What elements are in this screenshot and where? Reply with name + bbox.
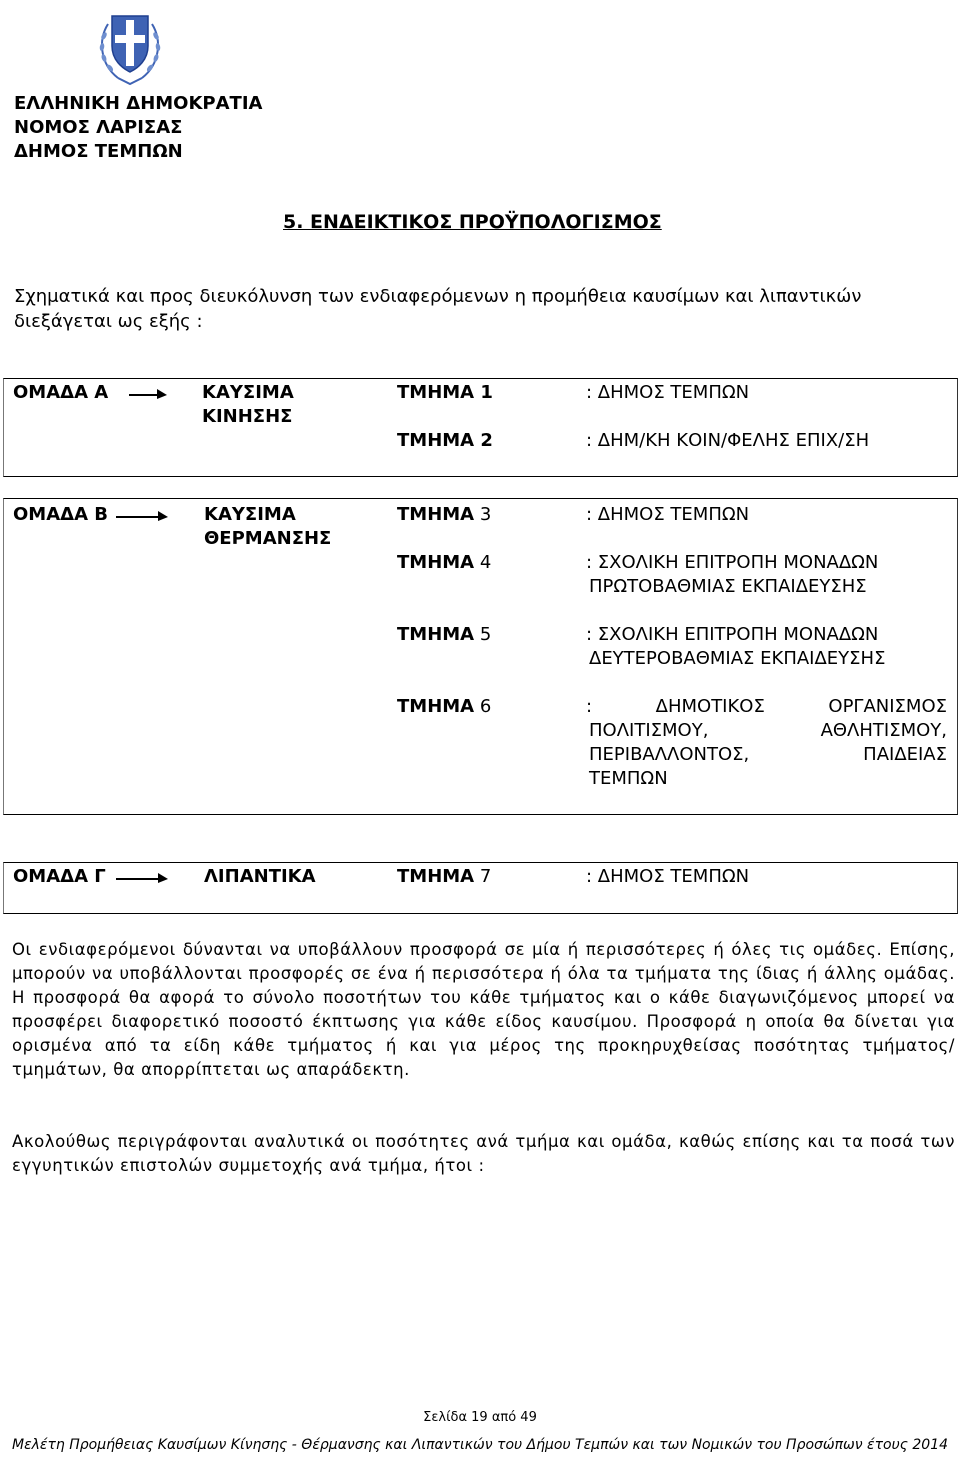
section-5-desc-line2: ΔΕΥΤΕΡΟΒΑΘΜΙΑΣ ΕΚΠΑΙΔΕΥΣΗΣ — [589, 648, 886, 669]
body-paragraph-2: Ακολούθως περιγράφονται αναλυτικά οι ποσότητες ανά τμήμα και ομάδα, καθώς επίσης και τα ποσά των εγγυητικών επιστολών συμμετοχής ανά τμήμα, ήτοι : — [12, 1132, 955, 1175]
section-2-desc: : ΔΗΜ/ΚΗ ΚΟΙΝ/ΦΕΛΗΣ ΕΠΙΧ/ΣΗ — [586, 430, 870, 451]
arrow-right-icon — [116, 509, 170, 523]
word: ΠΑΙΔΕΙΑΣ — [863, 744, 947, 765]
section-5-label — [397, 623, 491, 647]
section-1-desc: : ΔΗΜΟΣ ΤΕΜΠΩΝ — [586, 382, 750, 403]
word: ΠΟΛΙΤΙΣΜΟΥ, — [589, 720, 709, 741]
section-7-label — [397, 865, 491, 889]
section-6-desc-line3 — [589, 743, 947, 767]
header-country: ΕΛΛΗΝΙΚΗ ΔΗΜΟΚΡΑΤΙΑ — [14, 93, 263, 114]
colon: : — [586, 696, 593, 717]
section-number: 6 — [479, 696, 492, 717]
section-number: 5 — [479, 624, 492, 645]
section-6-label — [397, 695, 491, 719]
arrow-right-icon — [129, 387, 169, 401]
page-footer: Μελέτη Προμήθειας Καυσίμων Κίνησης - Θέρμανσης και Λιπαντικών του Δήμου Τεμπών και των Νομικών του Προσώπων έτους 2014 — [11, 1437, 949, 1453]
body-paragraph-1: Οι ενδιαφερόμενοι δύνανται να υποβάλλουν προσφορά σε μία ή περισσότερες ή όλες τις ομάδες. Επίσης, μπορούν να υποβάλλονται προσφορές σε ένα ή περισσότερα ή όλα τα τμήματα της ίδιας ή άλλης ομάδας. Η προσφορά θα αφορά το σύνολο ποσοτήτων του κάθε τμήματος και ο κάθε διαγωνιζόμενος μπορεί να προσφέρει διαφορετικό ποσοστό έκπτωσης για κάθε είδος καυσίμου. Προσφορά η οποία θα δίνεται για ορισμένα από τα είδη κάθε τμήματος ή και για μέρος της προκηρυχθείσας ποσότητας τμήματος/τμημάτων, θα απορρίπτεται ως απαράδεκτη. — [12, 940, 955, 1079]
section-3-desc: : ΔΗΜΟΣ ΤΕΜΠΩΝ — [586, 504, 750, 525]
section-number: 4 — [479, 552, 492, 573]
section-number: 7 — [479, 866, 492, 887]
group-c-name: ΟΜΑΔΑ Γ — [13, 866, 106, 887]
group-b-name: ΟΜΑΔΑ Β — [13, 504, 108, 525]
section-label-text: ΤΜΗΜΑ — [397, 696, 475, 717]
group-c-category: ΛΙΠΑΝΤΙΚΑ — [204, 866, 316, 887]
section-label-text: ΤΜΗΜΑ — [397, 552, 475, 573]
header-prefecture: ΝΟΜΟΣ ΛΑΡΙΣΑΣ — [14, 117, 183, 138]
group-b-category-line1: ΚΑΥΣΙΜΑ — [204, 504, 296, 525]
group-b-box — [3, 498, 958, 815]
section-4-desc-line2: ΠΡΩΤΟΒΑΘΜΙΑΣ ΕΚΠΑΙΔΕΥΣΗΣ — [589, 576, 867, 597]
group-b-category-line2: ΘΕΡΜΑΝΣΗΣ — [204, 528, 332, 549]
section-4-label — [397, 551, 491, 575]
word: ΟΡΓΑΝΙΣΜΟΣ — [828, 696, 947, 717]
section-5-desc-line1: : ΣΧΟΛΙΚΗ ΕΠΙΤΡΟΠΗ ΜΟΝΑΔΩΝ — [586, 624, 879, 645]
word: ΑΘΛΗΤΙΣΜΟΥ, — [820, 720, 947, 741]
word: ΔΗΜΟΤΙΚΟΣ — [655, 696, 765, 717]
section-6-desc-line1 — [586, 695, 947, 719]
section-label-text: ΤΜΗΜΑ — [397, 504, 475, 525]
group-a-box — [3, 378, 958, 477]
section-4-desc-line1: : ΣΧΟΛΙΚΗ ΕΠΙΤΡΟΠΗ ΜΟΝΑΔΩΝ — [586, 552, 879, 573]
section-6-desc-line2 — [589, 719, 947, 743]
section-7-desc: : ΔΗΜΟΣ ΤΕΜΠΩΝ — [586, 866, 750, 887]
section-1-label: ΤΜΗΜΑ 1 — [397, 382, 493, 403]
section-label-text: ΤΜΗΜΑ — [397, 866, 475, 887]
section-3-label — [397, 503, 491, 527]
intro-paragraph: Σχηματικά και προς διευκόλυνση των ενδιαφερόμενων η προμήθεια καυσίμων και λιπαντικών διεξάγεται ως εξής : — [14, 286, 862, 332]
word: ΠΕΡΙΒΑΛΛΟΝΤΟΣ, — [589, 744, 750, 765]
arrow-right-icon — [116, 871, 170, 885]
group-a-category-line2: ΚΙΝΗΣΗΣ — [202, 406, 293, 427]
section-number: 3 — [479, 504, 492, 525]
group-c-box — [3, 862, 958, 914]
page-number: Σελίδα 19 από 49 — [423, 1410, 537, 1425]
group-a-name: ΟΜΑΔΑ Α — [13, 382, 109, 403]
header-municipality: ΔΗΜΟΣ ΤΕΜΠΩΝ — [14, 141, 183, 162]
section-6-desc-line4: ΤΕΜΠΩΝ — [589, 768, 668, 789]
section-label-text: ΤΜΗΜΑ — [397, 624, 475, 645]
group-a-category-line1: ΚΑΥΣΙΜΑ — [202, 382, 294, 403]
greek-emblem-icon — [94, 2, 166, 88]
section-2-label: ΤΜΗΜΑ 2 — [397, 430, 493, 451]
section-title: 5. ΕΝΔΕΙΚΤΙΚΟΣ ΠΡΟΫΠΟΛΟΓΙΣΜΟΣ — [283, 211, 662, 233]
